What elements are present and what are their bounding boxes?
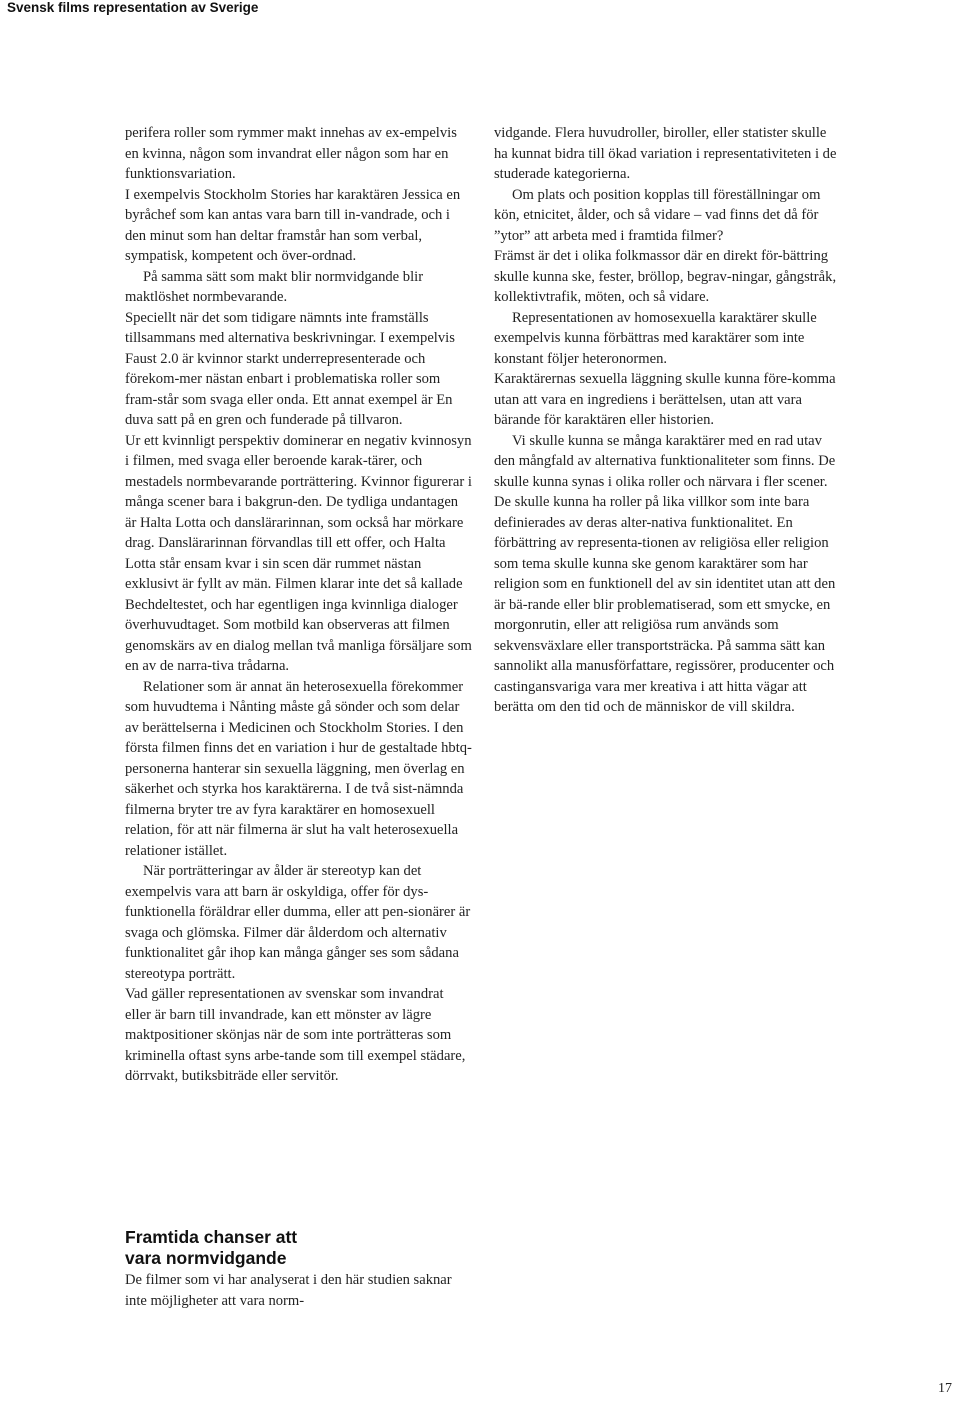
paragraph: På samma sätt som makt blir normvidgande blir maktlöshet normbevarande. [125, 268, 424, 305]
left-text-column [125, 123, 473, 1087]
running-header: Svensk films representation av Sverige [7, 0, 259, 15]
paragraph: Främst är det i olika folkmassor där en direkt för-bättring skulle kunna ske, fester, bröllop, begrav-ningar, gångstråk, kollektivtrafik, möten, och så vidare. [494, 248, 837, 305]
paragraph: vidgande. Flera huvudroller, biroller, eller statister skulle ha kunnat bidra till ökad variation i representativiteten i de studerade kategorierna. [494, 125, 837, 182]
section-framtida-chanser [125, 1227, 465, 1311]
paragraph: Om plats och position kopplas till föreställningar om kön, etnicitet, ålder, och så vidare – vad finns det då för ”ytor” att arbeta med i framtida filmer? [494, 186, 821, 244]
paragraph: Vi skulle kunna se många karaktärer med en rad utav den mångfald av alternativa funktionaliteter som finns. De skulle kunna synas i olika roller och närvara i fler scener. De skulle kunna ha roller på lika villkor som inte bara definierades av deras alter-nativa funktionalitet. En förbättring av representa-tionen av religiösa eller religion som tema skulle kunna ske genom karaktärer som har religion som en funktionell del av sin identitet utan att den är bä-rande eller blir problematiserad, som ett smycke, en morgonrutin, eller att religiösa rum används som sekvensväxlare eller transportsträcka. På samma sätt kan sannolikt alla manusförfattare, regissörer, producenter och castingansvariga vara mer kreativa i att hitta vägar att berätta om den tid och de människor de vill skildra. [494, 432, 836, 715]
paragraph: Speciellt när det som tidigare nämnts inte framställs tillsammans med alternativa beskrivningar. I exempelvis Faust 2.0 är kvinnor starkt underrepresenterade och förekom-mer nästan enbart i problematiska roller som fram-står som svaga eller onda. Ett annat exempel är En duva satt på en gren och funderade på tillvaron. [125, 309, 455, 428]
section-heading-line: vara normvidgande [125, 1248, 287, 1268]
page-number: 17 [938, 1381, 952, 1396]
paragraph: Ur ett kvinnligt perspektiv dominerar en negativ kvinnosyn i filmen, med svaga eller beroende karak-tärer, och mestadels normbevarande porträttering. Kvinnor figurerar i många scener bara i bakgrun-den. De tydliga undantagen är Halta Lotta och danslärarinnan, som också har mörkare drag. Danslärarinnan förvandlas till ett offer, och Halta Lotta står ensam kvar i sin scen där rummet nästan exklusivt är fyllt av män. Filmen klarar inte det så kallade Bechdeltestet, och har egentligen inga kvinnliga dialoger överhuvudtaget. Som motbild kan observeras att filmen genomskärs av en dialog mellan två manliga försäljare som en av de narra-tiva trådarna. [125, 432, 472, 674]
section-body: De filmer som vi har analyserat i den här studien saknar inte möjligheter att vara norm- [125, 1272, 452, 1309]
paragraph: Relationer som är annat än heterosexuella förekommer som huvudtema i Nånting måste gå sönder och som delar av berättelserna i Medicinen och Stockholm Stories. I den första filmen finns det en variation i hur de gestaltade hbtq-personerna hanterar sin sexuella läggning, men överlag en säkerhet och styrka hos karaktärerna. I de två sist-nämnda filmerna bryter tre av fyra karaktärer en homosexuell relation, för att när filmerna är slut ha valt heterosexuella relationer istället. [125, 678, 472, 859]
paragraph: I exempelvis Stockholm Stories har karaktären Jessica en byråchef som kan antas vara barn till in-vandrade, och i den minut som han deltar framstår han som verbal, sympatisk, kompetent och över-ordnad. [125, 186, 461, 264]
section-heading [125, 1227, 465, 1269]
paragraph: Karaktärernas sexuella läggning skulle kunna före-komma utan att vara en ingrediens i berättelsen, utan att vara bärande för karaktären eller historien. [494, 371, 836, 428]
paragraph: Vad gäller representationen av svenskar som invandrat eller är barn till invandrade, kan ett mönster av lägre maktpositioner skönjas när de som inte porträtteras som kriminella oftast syns arbe-tande som till exempel städare, dörrvakt, butiksbiträde eller servitör. [125, 986, 466, 1084]
right-text-column [494, 123, 840, 718]
section-heading-line: Framtida chanser att [125, 1227, 298, 1247]
paragraph: När porträtteringar av ålder är stereotyp kan det exempelvis vara att barn är oskyldiga, offer för dys-funktionella föräldrar eller dumma, eller att pen-sionärer är svaga och glömska. Filmer där ålderdom och alternativ funktionalitet går ihop kan många gånger ses som sådana stereotypa porträtt. [125, 863, 471, 982]
paragraph: perifera roller som rymmer makt innehas av ex-empelvis en kvinna, någon som invandrat eller någon som har en funktionsvariation. [125, 125, 457, 182]
paragraph: Representationen av homosexuella karaktärer skulle exempelvis kunna förbättras med karaktärer som inte konstant följer heteronormen. [494, 309, 817, 367]
